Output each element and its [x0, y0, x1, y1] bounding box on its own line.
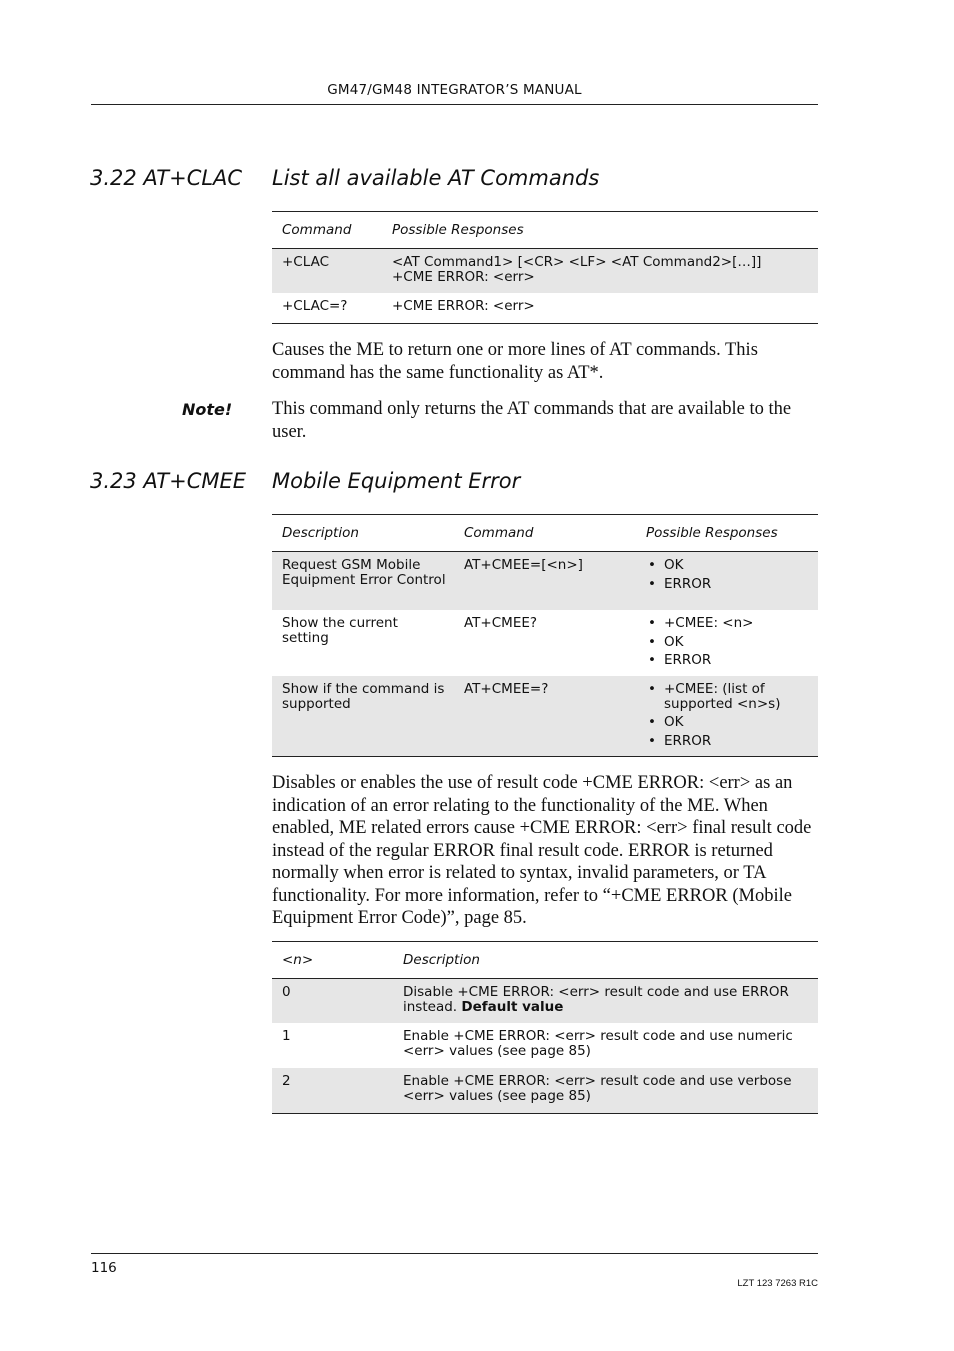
response-line: <AT Command1> [<CR> <LF> <AT Command2>[…]]: [392, 254, 762, 270]
value-cell: 2: [282, 1073, 291, 1089]
response-line: +CME ERROR: <err>: [392, 298, 535, 314]
command-cell: AT+CMEE=[<n>]: [464, 557, 583, 573]
table-row: [272, 249, 818, 294]
command-cell: AT+CMEE=?: [464, 681, 549, 697]
table-row: [272, 293, 818, 324]
list-item: • ERROR: [646, 653, 810, 668]
response-list: [646, 616, 810, 668]
clac-table: [272, 211, 818, 324]
list-item: • OK: [646, 715, 810, 730]
document-id: LZT 123 7263 R1C: [737, 1278, 818, 1289]
column-header: Description: [272, 515, 454, 552]
value-cell: 0: [282, 984, 291, 1000]
list-item: • OK: [646, 558, 810, 573]
section-323-number: 3.23 AT+CMEE: [90, 469, 247, 493]
description-cell: Request GSM Mobile Equipment Error Control: [282, 557, 446, 588]
page-number: 116: [91, 1260, 117, 1276]
note-label: Note!: [182, 400, 233, 419]
footer-rule: [91, 1253, 818, 1254]
column-header: <n>: [272, 942, 393, 979]
column-header: Description: [393, 942, 818, 979]
clac-description: Causes the ME to return one or more lines of AT commands. This command has the same functionality as AT*.: [272, 340, 758, 383]
header-rule: [91, 104, 818, 105]
list-item: • OK: [646, 635, 810, 650]
parameter-table: [272, 941, 818, 1114]
table-row: [272, 979, 818, 1024]
response-line: +CME ERROR: <err>: [392, 268, 535, 285]
table-header-row: [272, 515, 818, 552]
list-item: • ERROR: [646, 734, 810, 749]
description-text: Enable +CME ERROR: <err> result code and use numeric <err> values (see page 85): [403, 1028, 793, 1059]
command-cell: +CLAC=?: [282, 298, 348, 314]
column-header: Possible Responses: [382, 212, 818, 249]
section-322-title: List all available AT Commands: [272, 166, 600, 190]
table-row: [272, 610, 818, 676]
table-header-row: [272, 212, 818, 249]
table-row: [272, 1068, 818, 1114]
cmee-description: Disables or enables the use of result code +CME ERROR: <err> as an indication of an error relating to the functionality of the ME. When enabled, ME related errors cause +CME ERROR: <err> final result code instead of the regular ERROR final result code. ERROR is returned normally when error is related to syntax, invalid parameters, or TA functionality. For more information, refer to “+CME ERROR (Mobile Equipment Error Code)”, page 85.: [272, 773, 812, 928]
note-text: This command only returns the AT commands that are available to the user.: [272, 399, 792, 442]
value-cell: 1: [282, 1028, 291, 1044]
cmee-table: [272, 514, 818, 757]
command-cell: +CLAC: [282, 254, 329, 270]
column-header: Possible Responses: [636, 515, 818, 552]
table-row: [272, 1023, 818, 1068]
command-cell: AT+CMEE?: [464, 615, 538, 631]
response-list: [646, 558, 810, 591]
list-item: • +CMEE: <n>: [646, 616, 810, 631]
running-header: GM47/GM48 INTEGRATOR’S MANUAL: [327, 82, 582, 98]
table-row: [272, 552, 818, 611]
default-value-label: Default value: [461, 998, 564, 1015]
table-header-row: [272, 942, 818, 979]
list-item: • ERROR: [646, 577, 810, 592]
section-323-title: Mobile Equipment Error: [272, 469, 521, 493]
response-list: [646, 682, 810, 748]
description-text: Disable +CME ERROR: <err> result code and use ERROR instead.: [403, 984, 789, 1015]
list-item: • +CMEE: (list of supported <n>s): [646, 682, 810, 711]
description-cell: Show if the command is supported: [282, 681, 445, 712]
column-header: Command: [454, 515, 636, 552]
description-text: Enable +CME ERROR: <err> result code and use verbose <err> values (see page 85): [403, 1073, 792, 1104]
description-cell: Show the current setting: [282, 615, 398, 646]
section-322-number: 3.22 AT+CLAC: [90, 166, 243, 190]
table-row: [272, 676, 818, 757]
column-header: Command: [272, 212, 382, 249]
